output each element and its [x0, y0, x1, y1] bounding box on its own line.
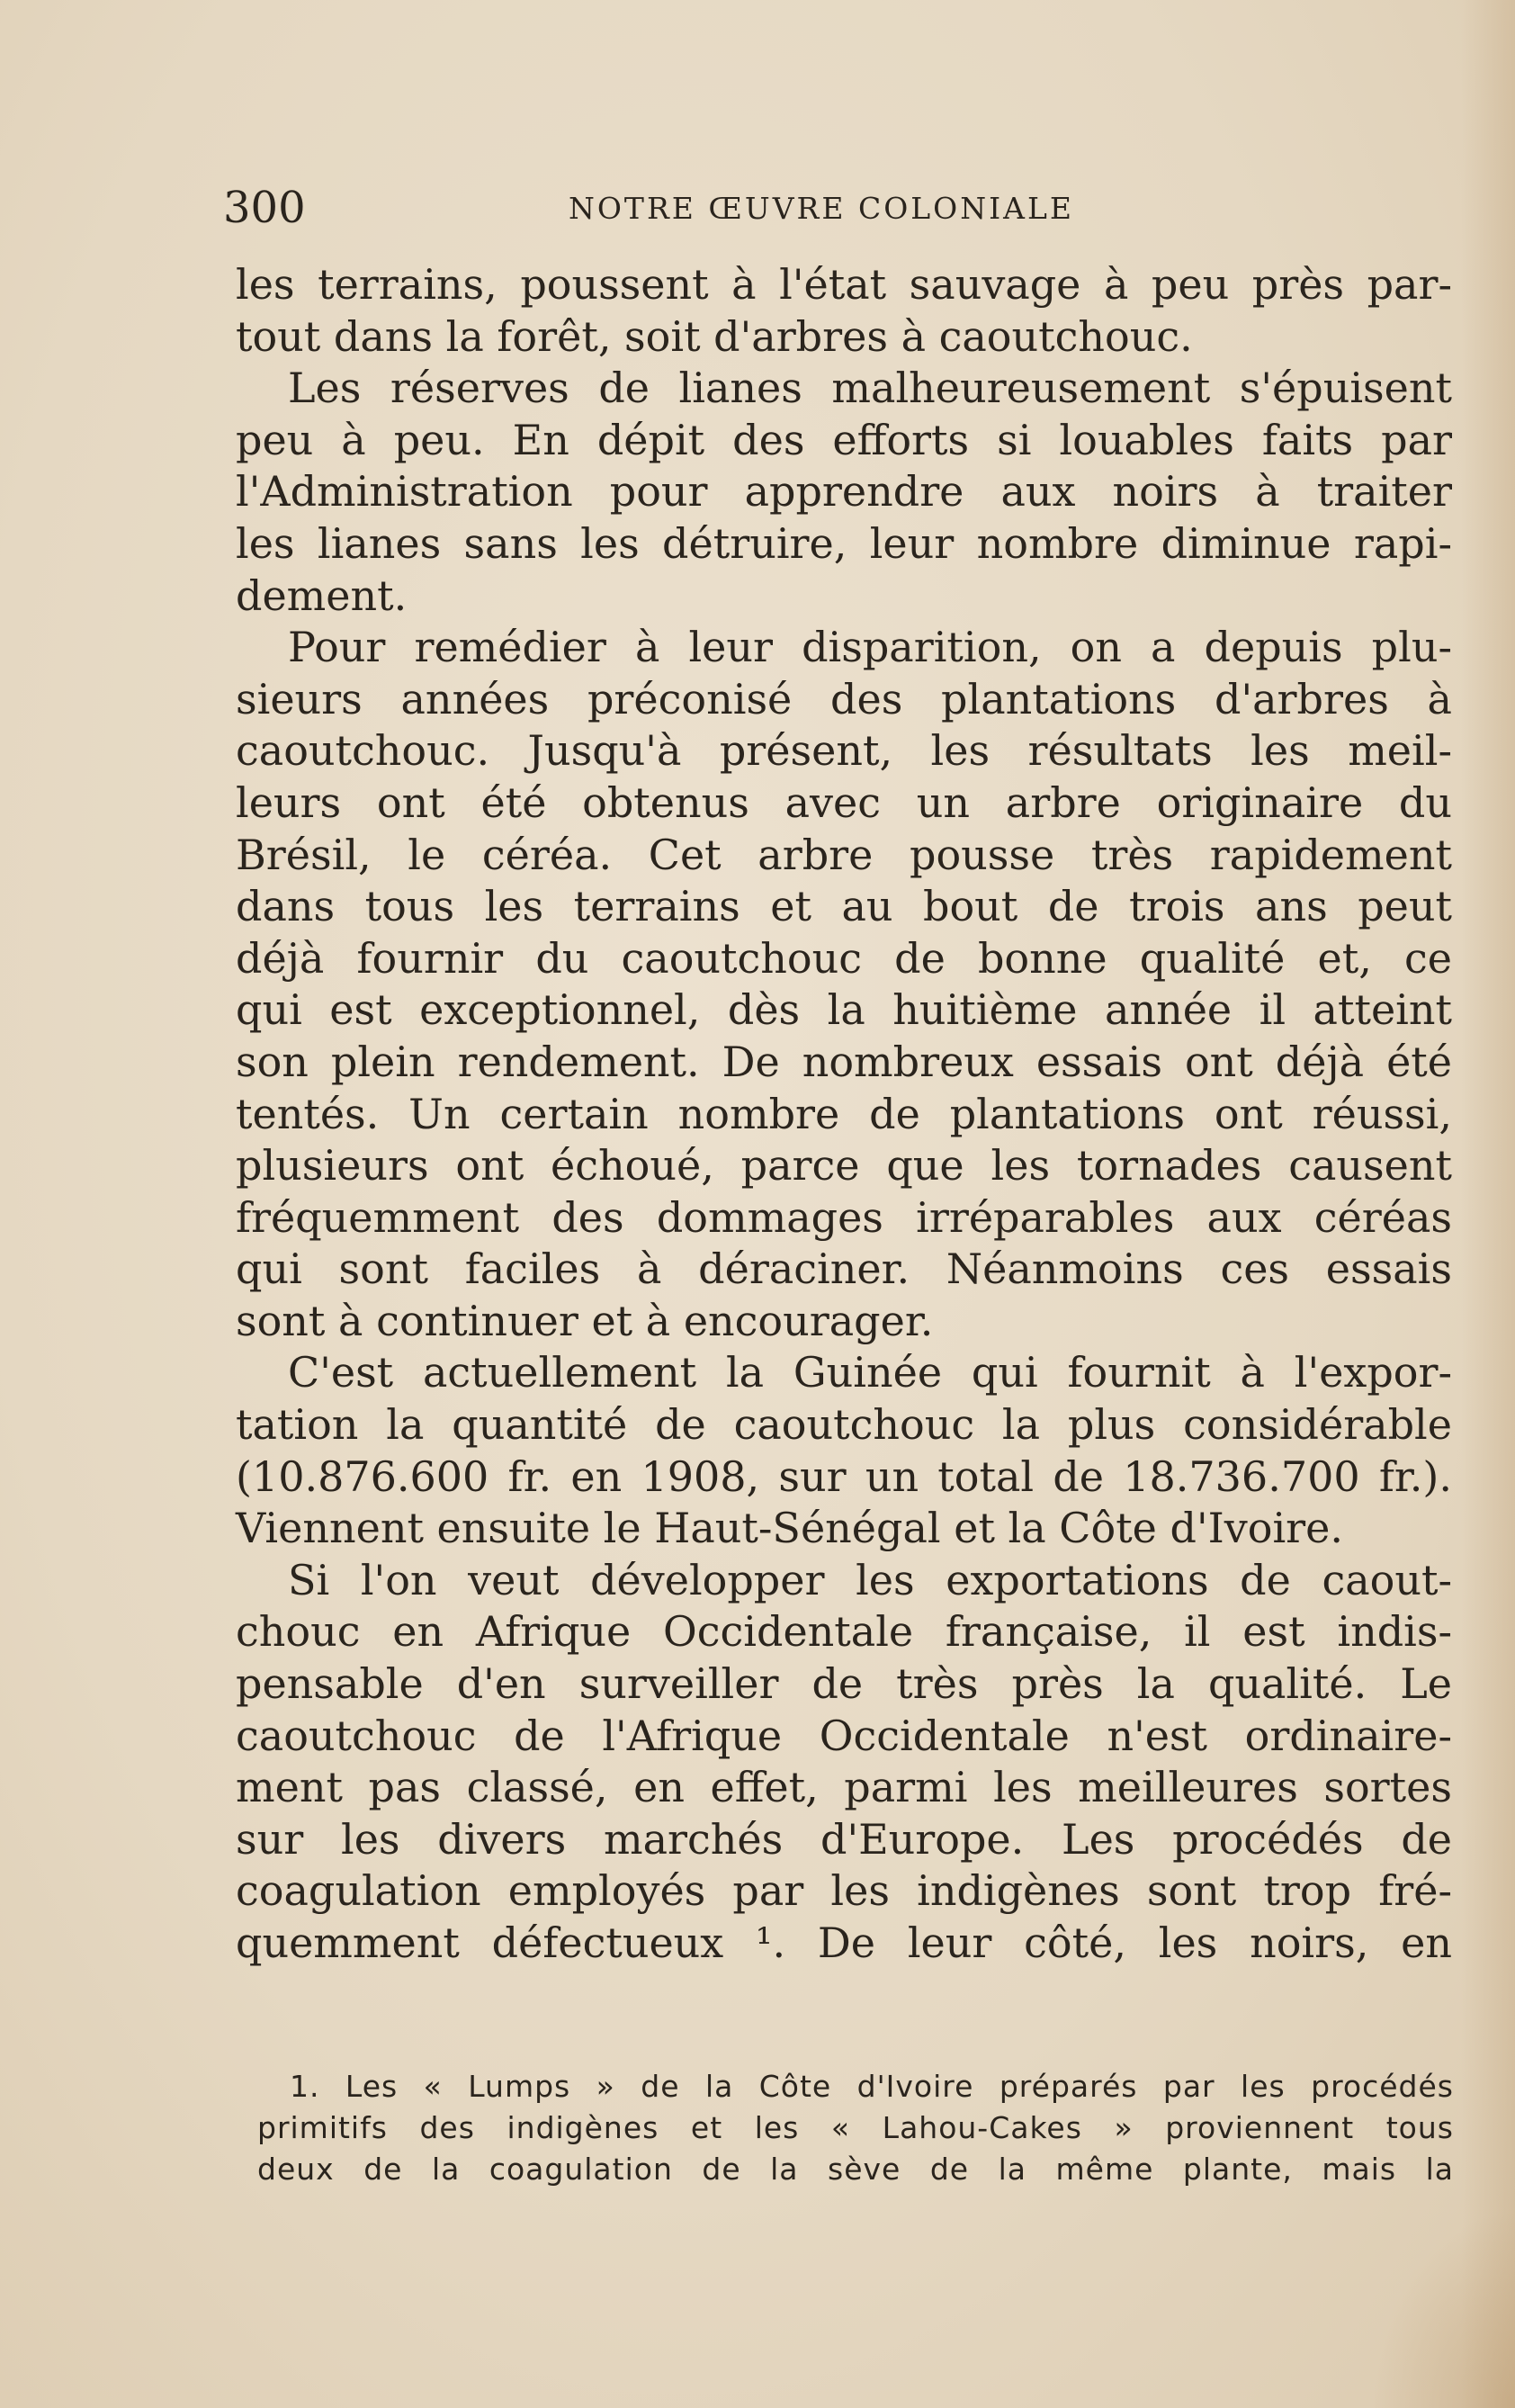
- footnotes: [257, 2066, 1454, 2190]
- text-line: dans tous les terrains et au bout de trois ans peut: [236, 882, 1452, 931]
- text-line: qui sont faciles à déraciner. Néanmoins ces essais: [236, 1244, 1452, 1294]
- running-title: NOTRE ŒUVRE COLONIALE: [569, 191, 1074, 226]
- text-line: tation la quantité de caoutchouc la plus considérable: [236, 1400, 1452, 1450]
- text-line: pensable d'en surveiller de très près la qualité. Le: [236, 1659, 1452, 1709]
- text-line: les terrains, poussent à l'état sauvage à peu près par-: [236, 260, 1452, 309]
- text-line: fréquemment des dommages irréparables aux céréas: [236, 1192, 1452, 1242]
- page-number: 300: [223, 183, 306, 233]
- corner-stain: [1371, 2210, 1515, 2408]
- text-line: coagulation employés par les indigènes sont trop fré-: [236, 1866, 1452, 1916]
- text-line: quemment défectueux ¹. De leur côté, les noirs, en: [236, 1918, 1452, 1967]
- text-line: sur les divers marchés d'Europe. Les procédés de: [236, 1814, 1452, 1864]
- text-line: Pour remédier à leur disparition, on a depuis plu-: [288, 623, 1452, 672]
- text-line: qui est exceptionnel, dès la huitième année il atteint: [236, 985, 1452, 1035]
- page-header: [223, 176, 1456, 239]
- text-line: l'Administration pour apprendre aux noirs à traiter: [236, 467, 1452, 517]
- text-line: caoutchouc de l'Afrique Occidentale n'est ordinaire-: [236, 1711, 1452, 1760]
- text-line: les lianes sans les détruire, leur nombre diminue rapi-: [236, 518, 1452, 568]
- text-line: Brésil, le céréa. Cet arbre pousse très rapidement: [236, 830, 1452, 879]
- text-line: peu à peu. En dépit des efforts si louables faits par: [236, 415, 1452, 464]
- text-line: Les réserves de lianes malheureusement s'épuisent: [288, 364, 1452, 413]
- body-text: [236, 259, 1452, 1970]
- text-line: caoutchouc. Jusqu'à présent, les résultats les meil-: [236, 726, 1452, 776]
- text-line: tentés. Un certain nombre de plantations ont réussi,: [236, 1089, 1452, 1138]
- text-line: C'est actuellement la Guinée qui fournit à l'expor-: [288, 1348, 1452, 1397]
- text-line: déjà fournir du caoutchouc de bonne qualité et, ce: [236, 933, 1452, 983]
- footnote-line: 1. Les « Lumps » de la Côte d'Ivoire préparés par les procédés: [290, 2069, 1454, 2104]
- text-line: Viennent ensuite le Haut-Sénégal et la Côte d'Ivoire.: [236, 1504, 1344, 1553]
- text-line: sieurs années préconisé des plantations d'arbres à: [236, 674, 1452, 723]
- text-line: tout dans la forêt, soit d'arbres à caoutchouc.: [236, 311, 1193, 361]
- text-line: Si l'on veut développer les exportations de caout-: [288, 1555, 1452, 1604]
- text-line: ment pas classé, en effet, parmi les meilleures sortes: [236, 1763, 1452, 1812]
- footnote-line: primitifs des indigènes et les « Lahou-Cakes » proviennent tous: [257, 2110, 1454, 2145]
- page-edge-discoloration: [1461, 0, 1515, 2408]
- text-line: dement.: [236, 571, 408, 620]
- footnote-line: deux de la coagulation de la sève de la même plante, mais la: [257, 2152, 1454, 2187]
- text-line: chouc en Afrique Occidentale française, il est indis-: [236, 1607, 1452, 1657]
- text-line: sont à continuer et à encourager.: [236, 1296, 934, 1345]
- text-line: leurs ont été obtenus avec un arbre originaire du: [236, 777, 1452, 827]
- text-line: (10.876.600 fr. en 1908, sur un total de 18.736.700 fr.).: [236, 1451, 1452, 1501]
- text-line: son plein rendement. De nombreux essais ont déjà été: [236, 1037, 1452, 1086]
- text-line: plusieurs ont échoué, parce que les tornades causent: [236, 1141, 1452, 1191]
